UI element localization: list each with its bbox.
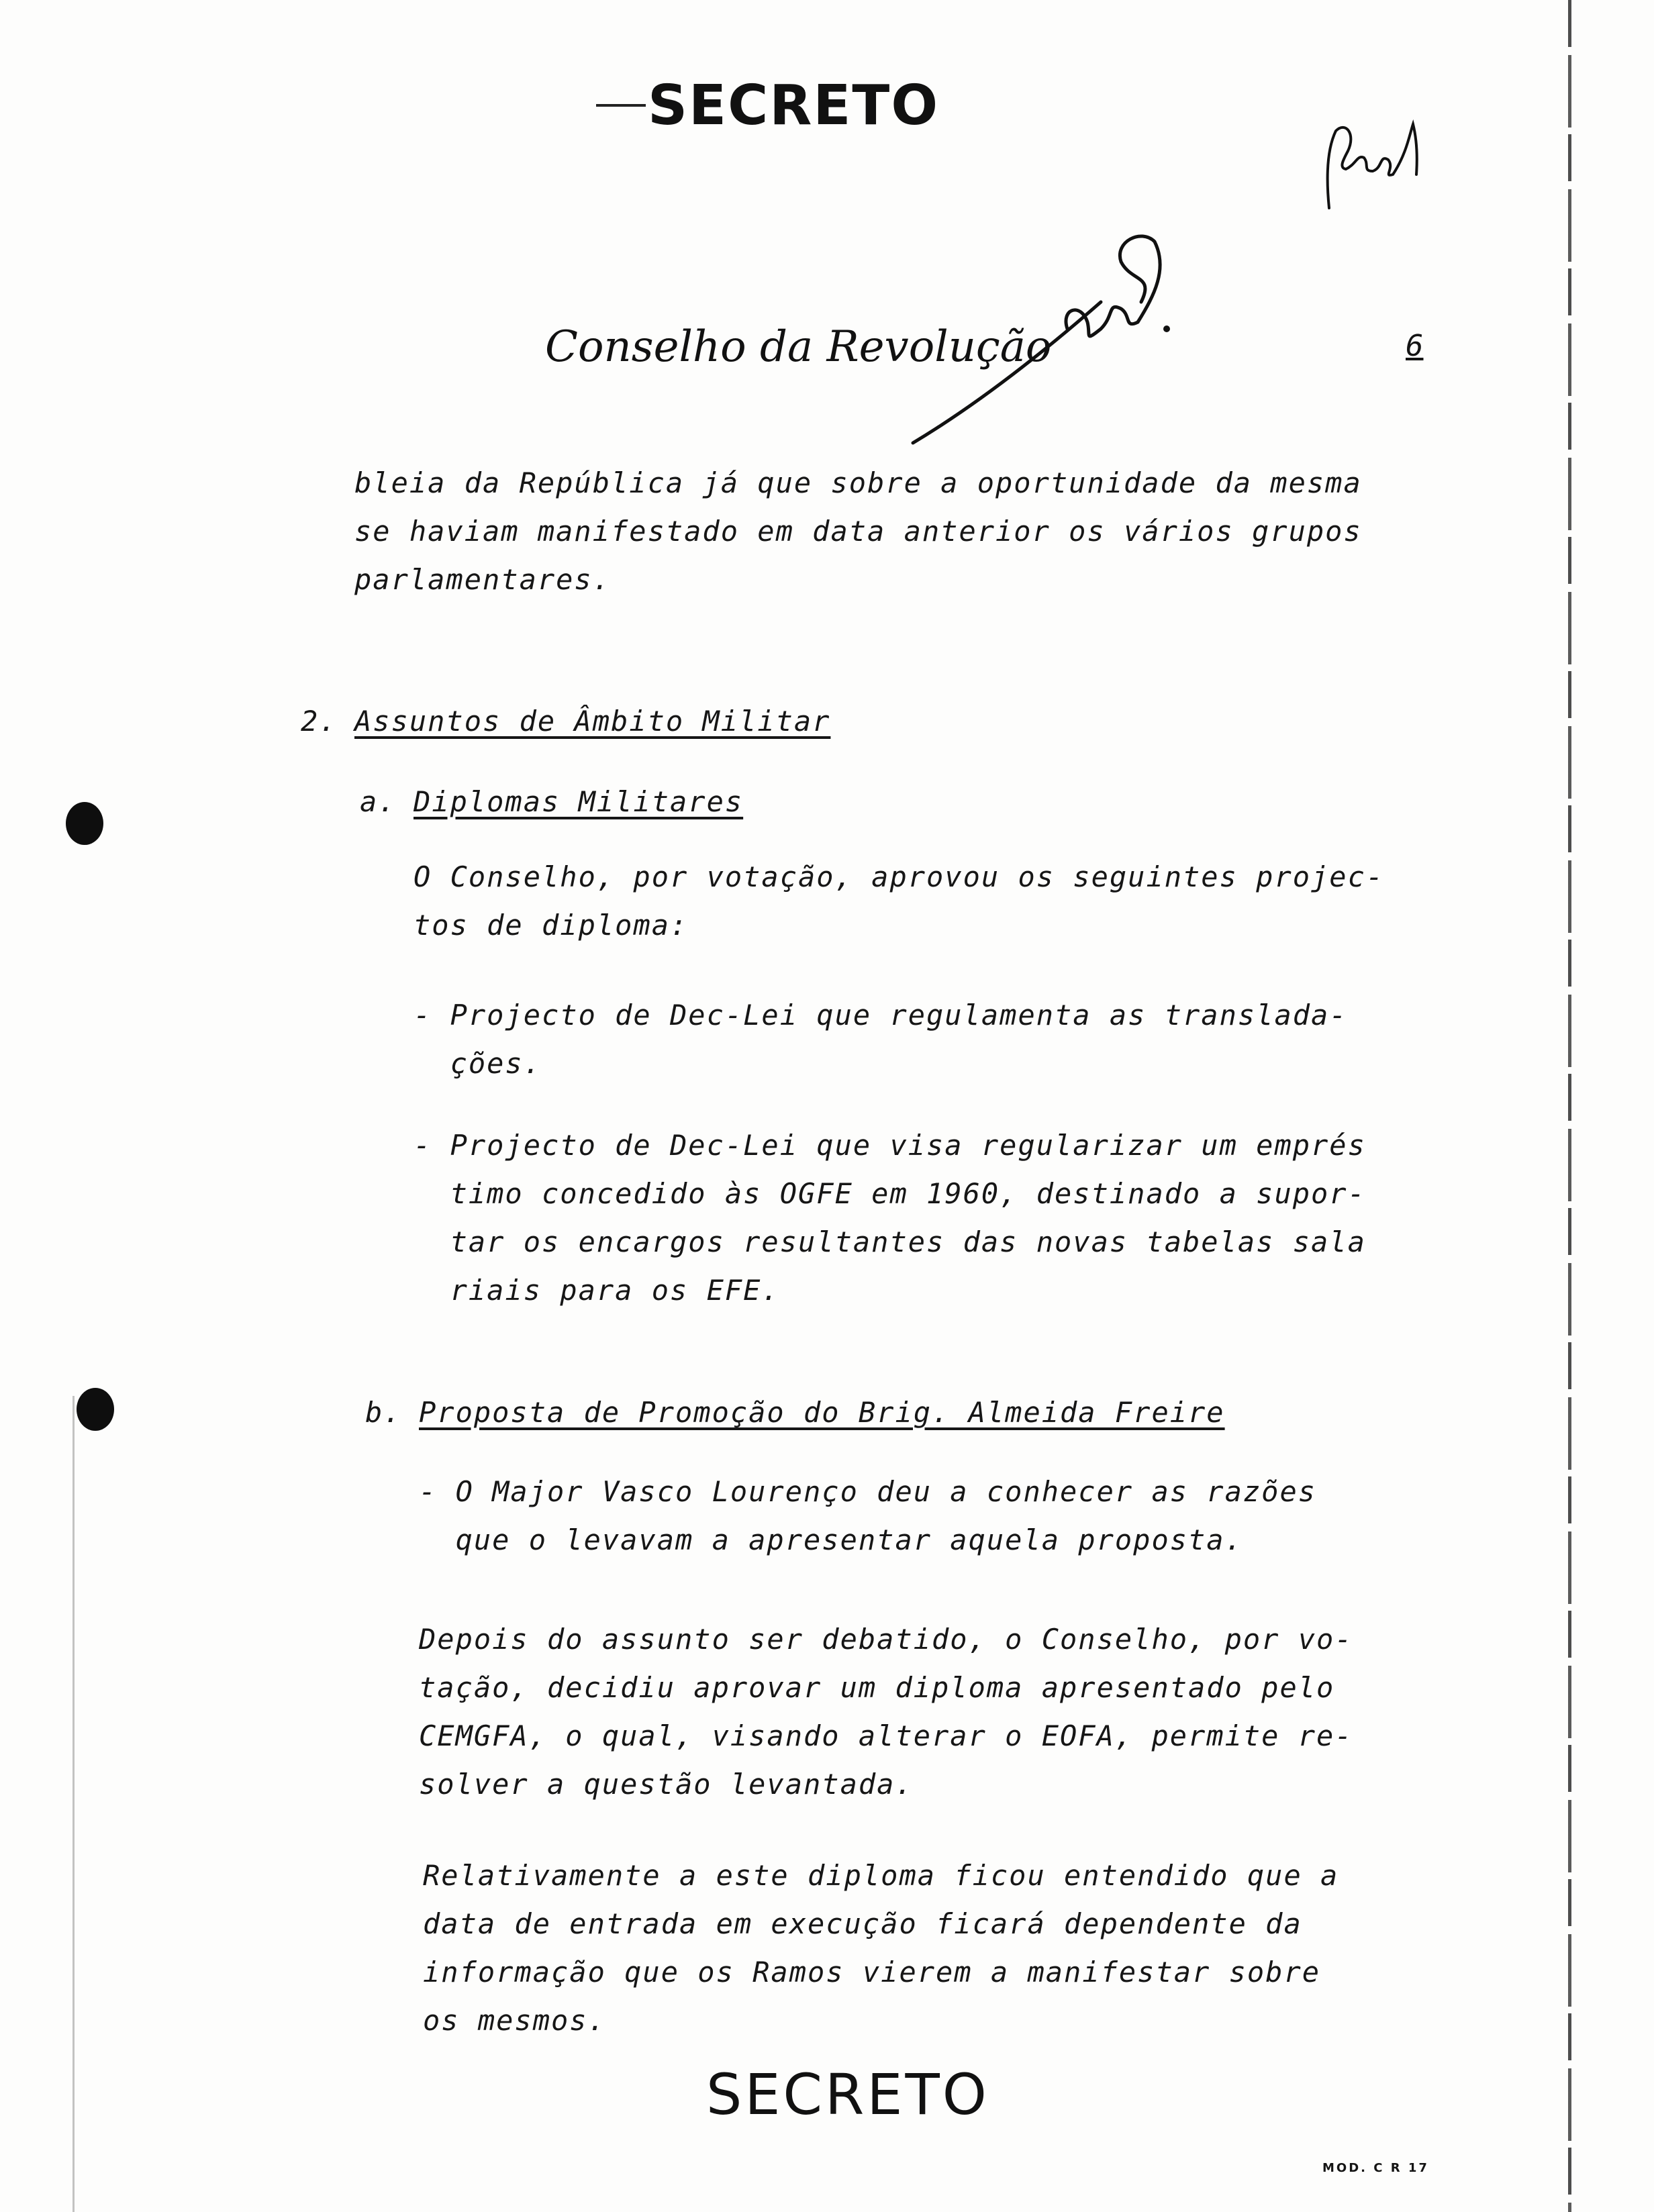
item-b-p2-line-3: CEMGFA, o qual, visando alterar o EOFA, permite re- (419, 1719, 1353, 1752)
item-a-intro-line-1: O Conselho, por votação, aprovou os seguintes projec- (414, 860, 1385, 893)
form-code: MOD. C R 17 (1322, 2161, 1429, 2175)
item-b-p2-line-2: tação, decidiu aprovar um diploma apresentado pelo (419, 1671, 1335, 1704)
item-b-p3-line-2: data de entrada em execução ficará dependente da (423, 1907, 1302, 1940)
item-a-letter: a. (360, 785, 397, 818)
bullet-1-line-2: ções. (414, 1047, 542, 1080)
classification-stamp-top: SECRETO (648, 74, 940, 138)
classification-stamp-bottom: SECRETO (706, 2062, 989, 2127)
continuation-line-1: bleia da República já que sobre a oportunidade da mesma (354, 466, 1362, 499)
item-b-p2-line-1: Depois do assunto ser debatido, o Conselho, por vo- (419, 1623, 1353, 1656)
bullet-2-line-3: tar os encargos resultantes das novas tabelas sala (414, 1225, 1366, 1258)
item-b-p3-line-3: informação que os Ramos vierem a manifestar sobre (423, 1956, 1321, 1989)
stamp-dash (596, 104, 646, 107)
item-a-title: Diplomas Militares (414, 785, 744, 818)
item-a-intro-line-2: tos de diploma: (414, 909, 689, 942)
item-b-p1-line-1: - O Major Vasco Lourenço deu a conhecer as razões (419, 1475, 1317, 1508)
punch-hole-icon (66, 802, 103, 845)
section-number: 2. (301, 705, 338, 738)
item-b-p3-line-1: Relativamente a este diploma ficou entendido que a (423, 1859, 1339, 1892)
bullet-1-line-1: - Projecto de Dec-Lei que regulamenta as translada- (414, 999, 1348, 1032)
item-b-p1-line-2: que o levavam a apresentar aquela proposta. (419, 1523, 1243, 1556)
item-b-p2-line-4: solver a questão levantada. (419, 1768, 914, 1801)
scan-edge-left (72, 1396, 75, 2212)
letterhead-title: Conselho da Revolução (545, 322, 1052, 372)
section-title: Assuntos de Âmbito Militar (354, 705, 831, 738)
item-b-title: Proposta de Promoção do Brig. Almeida Freire (419, 1396, 1225, 1429)
item-b-p3-line-4: os mesmos. (423, 2004, 606, 2037)
scan-edge-right (1568, 0, 1571, 2212)
page-number: 6 (1406, 329, 1424, 363)
bullet-2-line-2: timo concedido às OGFE em 1960, destinado a supor- (414, 1177, 1366, 1210)
bullet-2-line-1: - Projecto de Dec-Lei que visa regularizar um emprés (414, 1129, 1366, 1162)
item-b-letter: b. (365, 1396, 402, 1429)
continuation-line-3: parlamentares. (354, 563, 612, 596)
handwritten-initials-top-right (1316, 107, 1430, 221)
continuation-line-2: se haviam manifestado em data anterior os vários grupos (354, 515, 1362, 548)
bullet-2-line-4: riais para os EFE. (414, 1274, 780, 1307)
punch-hole-icon (77, 1388, 114, 1431)
